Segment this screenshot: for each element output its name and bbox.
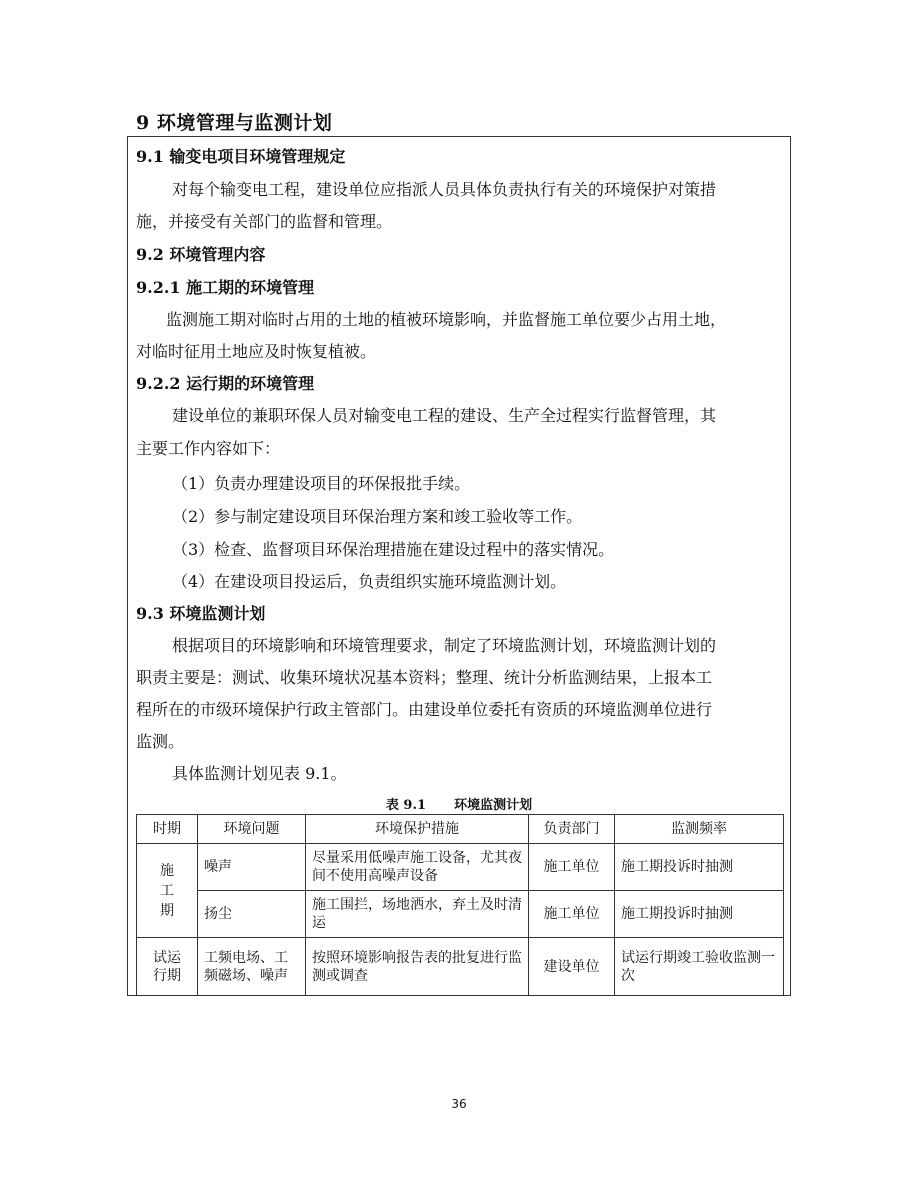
table-caption-number: 表 9.1 [385, 798, 427, 813]
chapter-title: 9 环境管理与监测计划 [136, 112, 333, 134]
table-header-cell: 负责部门 [529, 815, 615, 844]
paragraph-line: 对每个输变电工程，建设单位应指派人员具体负责执行有关的环境保护对策措 [172, 180, 717, 199]
table-caption-title: 环境监测计划 [454, 798, 533, 813]
section-heading-9-3: 9.3 环境监测计划 [136, 604, 266, 623]
paragraph-line: 对临时征用土地应及时恢复植被。 [136, 342, 377, 361]
paragraph-line: 程所在的市级环境保护行政主管部门。由建设单位委托有资质的环境监测单位进行 [136, 700, 713, 719]
page-number: 36 [451, 1097, 467, 1111]
paragraph-line: 职责主要是：测试、收集环境状况基本资料；整理、统计分析监测结果，上报本工 [136, 668, 713, 687]
monitoring-plan-table [136, 814, 784, 996]
dept-cell: 施工单位 [529, 844, 615, 891]
subsection-heading-9-2-1: 9.2.1 施工期的环境管理 [136, 278, 315, 297]
period-cell: 施 工 期 [137, 844, 198, 938]
section-heading-9-1: 9.1 输变电项目环境管理规定 [136, 147, 346, 166]
issue-cell: 工频电场、工频磁场、噪声 [198, 938, 306, 996]
period-cell: 试运 行期 [137, 938, 198, 996]
measure-cell: 施工围拦，场地洒水，弃土及时清运 [306, 891, 529, 938]
list-item: （4）在建设项目投运后，负责组织实施环境监测计划。 [172, 572, 567, 591]
frequency-cell: 施工期投诉时抽测 [615, 891, 784, 938]
table-row [137, 891, 784, 938]
issue-cell: 扬尘 [198, 891, 306, 938]
frequency-cell: 施工期投诉时抽测 [615, 844, 784, 891]
paragraph-line: 监测。 [136, 732, 185, 751]
paragraph-line: 主要工作内容如下： [136, 439, 281, 458]
issue-cell: 噪声 [198, 844, 306, 891]
section-heading-9-2: 9.2 环境管理内容 [136, 245, 266, 264]
paragraph-line: 根据项目的环境影响和环境管理要求，制定了环境监测计划，环境监测计划的 [172, 636, 717, 655]
table-header-cell: 环境保护措施 [306, 815, 529, 844]
dept-cell: 建设单位 [529, 938, 615, 996]
subsection-heading-9-2-2: 9.2.2 运行期的环境管理 [136, 374, 315, 393]
paragraph-line: 监测施工期对临时占用的土地的植被环境影响，并监督施工单位要少占用土地， [166, 310, 727, 329]
dept-cell: 施工单位 [529, 891, 615, 938]
paragraph-line: 施，并接受有关部门的监督和管理。 [136, 212, 393, 231]
table-header-row [137, 815, 784, 844]
measure-cell: 尽量采用低噪声施工设备，尤其夜间不使用高噪声设备 [306, 844, 529, 891]
table-header-cell: 时期 [137, 815, 198, 844]
measure-cell: 按照环境影响报告表的批复进行监测或调查 [306, 938, 529, 996]
list-item: （1）负责办理建设项目的环保报批手续。 [172, 474, 471, 493]
table-header-cell: 监测频率 [615, 815, 784, 844]
table-header-cell: 环境问题 [198, 815, 306, 844]
table-row [137, 844, 784, 891]
list-item: （2）参与制定建设项目环保治理方案和竣工验收等工作。 [172, 507, 583, 526]
list-item: （3）检查、监督项目环保治理措施在建设过程中的落实情况。 [172, 540, 615, 559]
paragraph-line: 建设单位的兼职环保人员对输变电工程的建设、生产全过程实行监督管理，其 [172, 406, 717, 425]
table-row [137, 938, 784, 996]
frequency-cell: 试运行期竣工验收监测一次 [615, 938, 784, 996]
table-caption [127, 794, 791, 813]
paragraph-line: 具体监测计划见表 9.1。 [172, 764, 347, 783]
